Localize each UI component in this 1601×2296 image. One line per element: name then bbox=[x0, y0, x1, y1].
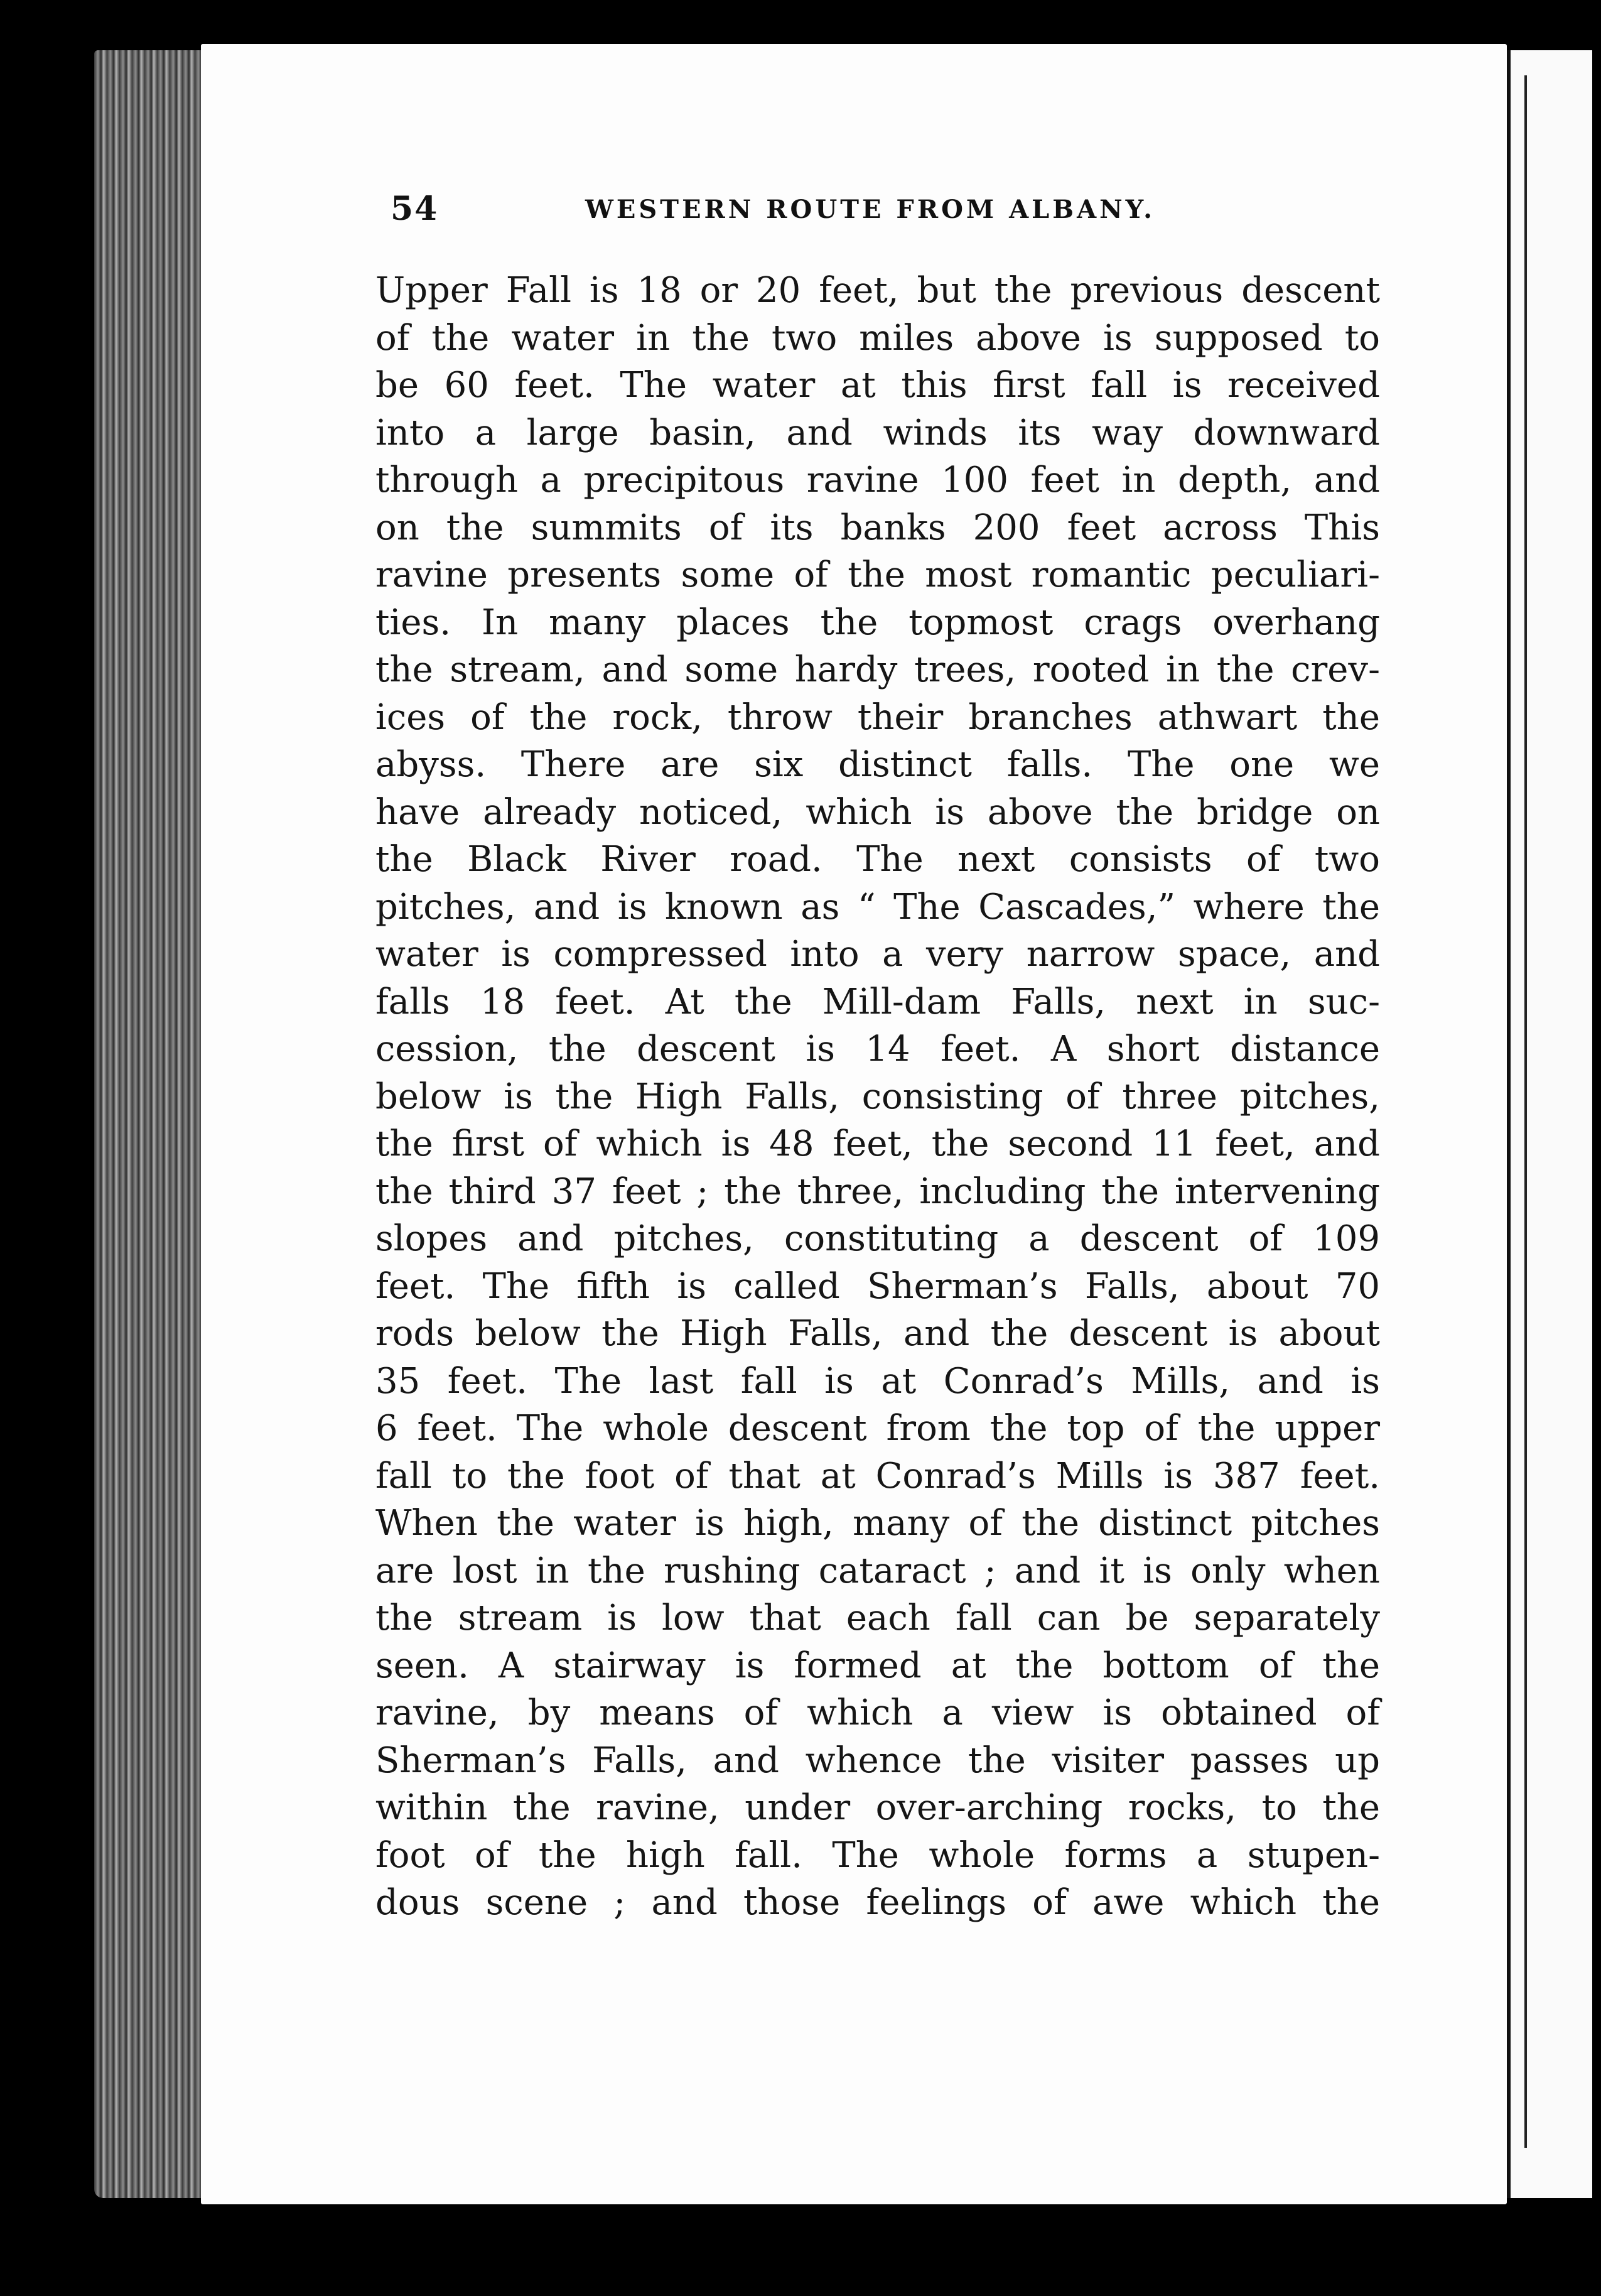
text-line: foot of the high fall. The whole forms a stupen- bbox=[375, 1834, 1380, 1876]
text-line: abyss. There are six distinct falls. The one we bbox=[375, 744, 1380, 785]
text-line: falls 18 feet. At the Mill-dam Falls, next in suc- bbox=[375, 981, 1380, 1022]
text-line: rods below the High Falls, and the descent is about bbox=[375, 1313, 1380, 1354]
body-text bbox=[375, 267, 1380, 1975]
text-line: pitches, and is known as “ The Cascades,” where the bbox=[375, 886, 1380, 928]
page-number: 54 bbox=[391, 190, 439, 228]
text-line: the third 37 feet ; the three, including the intervening bbox=[375, 1171, 1380, 1212]
text-line: the stream, and some hardy trees, rooted in the crev- bbox=[375, 649, 1380, 690]
text-line: of the water in the two miles above is supposed to bbox=[375, 317, 1380, 359]
text-line: Upper Fall is 18 or 20 feet, but the previous descent bbox=[375, 270, 1380, 311]
text-line: ravine, by means of which a view is obtained of bbox=[375, 1692, 1380, 1733]
text-line: below is the High Falls, consisting of three pitches, bbox=[375, 1076, 1380, 1117]
facing-page-edge bbox=[1507, 50, 1592, 2198]
text-line: cession, the descent is 14 feet. A short distance bbox=[375, 1029, 1380, 1069]
text-line: fall to the foot of that at Conrad’s Mills is 387 feet. bbox=[375, 1455, 1380, 1497]
text-line: be 60 feet. The water at this first fall is received bbox=[375, 365, 1380, 406]
text-line: the Black River road. The next consists of two bbox=[375, 839, 1380, 880]
text-line: feet. The fifth is called Sherman’s Falls, about 70 bbox=[375, 1265, 1380, 1307]
text-line: within the ravine, under over-arching rocks, to the bbox=[375, 1787, 1380, 1828]
text-line: When the water is high, many of the distinct pitches bbox=[375, 1503, 1380, 1544]
text-line: dous scene ; and those feelings of awe which the bbox=[375, 1882, 1380, 1923]
text-line: the first of which is 48 feet, the second 11 feet, and bbox=[375, 1124, 1380, 1164]
text-line: Sherman’s Falls, and whence the visiter passes up bbox=[375, 1740, 1380, 1781]
text-line: are lost in the rushing cataract ; and it is only when bbox=[375, 1550, 1380, 1591]
text-line: 35 feet. The last fall is at Conrad’s Mills, and is bbox=[375, 1360, 1380, 1402]
text-line: water is compressed into a very narrow space, and bbox=[375, 934, 1380, 975]
text-line: have already noticed, which is above the bridge on bbox=[375, 791, 1380, 833]
running-title: WESTERN ROUTE FROM ALBANY. bbox=[585, 195, 1156, 224]
text-line: ravine presents some of the most romantic peculiari- bbox=[375, 555, 1380, 595]
text-line: on the summits of its banks 200 feet across This bbox=[375, 507, 1380, 548]
text-line: 6 feet. The whole descent from the top of the upper bbox=[375, 1408, 1380, 1449]
text-line: the stream is low that each fall can be separately bbox=[375, 1598, 1380, 1638]
text-line: ices of the rock, throw their branches athwart the bbox=[375, 696, 1380, 738]
text-line: into a large basin, and winds its way downward bbox=[375, 412, 1380, 453]
text-line: slopes and pitches, constituting a descent of 109 bbox=[375, 1218, 1380, 1259]
text-line: through a precipitous ravine 100 feet in depth, and bbox=[375, 460, 1380, 501]
text-line: ties. In many places the topmost crags overhang bbox=[375, 602, 1380, 643]
running-head bbox=[391, 190, 1182, 234]
text-line: seen. A stairway is formed at the bottom of the bbox=[375, 1645, 1380, 1686]
